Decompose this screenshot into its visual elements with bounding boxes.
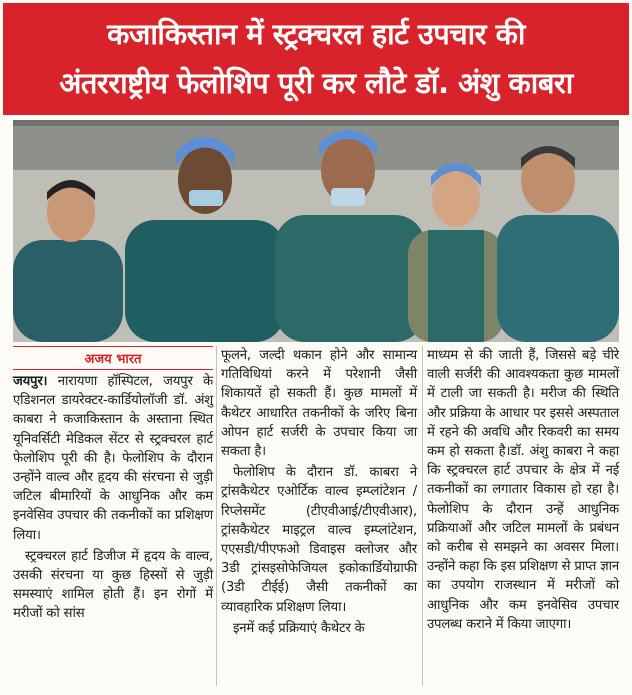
headline-line-1: कजाकिस्तान में स्ट्रक्चरल हार्ट उपचार की — [107, 17, 525, 51]
article-column-3 — [427, 346, 619, 634]
article-paragraph: इनमें कई प्रक्रियाएं कैथेटर के — [233, 620, 365, 636]
byline — [13, 346, 213, 370]
doctors-group-photo — [13, 120, 619, 342]
paragraph-text: नारायणा हॉस्पिटल, जयपुर के एडिशनल डायरेक्टर-कार्डियोलॉजी डॉ. अंशु काबरा ने कजाकिस्तान के अस्ताना स्थित यूनिवर्सिटी मेडिकल सेंटर से स्ट्रक्चरल हार्ट फेलोशिप पूरी की है। फेलोशिप के दौरान उन्होंने वाल्व और हृदय की संरचना से जुड़ी जटिल बीमारियों के आधुनिक और कम इनवेसिव उपचार की तकनीकों का प्रशिक्षण लिया। — [13, 374, 213, 543]
article-column-2 — [221, 346, 417, 638]
article-paragraph: फेलोशिप के दौरान डॉ. काबरा ने ट्रांसकैथेटर एओर्टिक वाल्व इम्प्लांटेशन /रिप्लेसमेंट (टीएवीआई/टीएवीआर), ट्रांसकैथेटर माइट्रल वाल्व इम्प्लांटेशन, एएसडी/पीएफओ डिवाइस क्लोजर और 3डी ट्रांसइसोफेजियल इकोकार्डियोग्राफी (3डी टीईई) जैसी तकनीकों का व्यावहारिक प्रशिक्षण लिया। — [221, 465, 417, 615]
column-divider — [422, 346, 423, 686]
dateline-city: जयपुर। — [13, 374, 48, 389]
byline-author: अजय भारत — [84, 352, 142, 367]
headline-line-2: अंतरराष्ट्रीय फेलोशिप पूरी कर लौटे डॉ. अंशु काबरा — [59, 66, 573, 100]
article-column-1 — [13, 372, 213, 624]
news-photo — [13, 120, 619, 342]
column-divider — [216, 346, 217, 686]
article-paragraph: फूलने, जल्दी थकान होने और सामान्य गतिविधियां करने में परेशानी जैसी शिकायतें हो सकती हैं। कुछ मामलों में कैथेटर आधारित तकनीकों के जरिए बिना ओपन हार्ट सर्जरी के उपचार किया जा सकता है। — [221, 348, 417, 460]
article-paragraph — [13, 372, 213, 545]
article-paragraph: स्ट्रक्चरल हार्ट डिजीज में हृदय के वाल्व, उसकी संरचना या कुछ हिस्सों से जुड़ी समस्याएं शामिल होती हैं। इन रोगों में मरीजों को सांस — [13, 548, 213, 622]
headline-banner — [3, 3, 629, 115]
article-paragraph: माध्यम से की जाती हैं, जिससे बड़े चीरे वाली सर्जरी की आवश्यकता कुछ मामलों में टाली जा सकती है। मरीज की स्थिति और प्रक्रिया के आधार पर इससे अस्पताल में रहने की अवधि और रिकवरी का समय कम हो सकता है।डॉ. अंशु काबरा ने कहा कि स्ट्रक्चरल हार्ट उपचार के क्षेत्र में नई तकनीकों का लगातार विकास हो रहा है। फेलोशिप के दौरान उन्हें आधुनिक प्रक्रियाओं और जटिल मामलों के प्रबंधन को करीब से समझने का अवसर मिला। उन्होंने कहा कि इस प्रशिक्षण से प्राप्त ज्ञान का उपयोग राजस्थान में मरीजों को आधुनिक और कम इनवेसिव उपचार उपलब्ध कराने में किया जाएगा। — [427, 348, 620, 632]
